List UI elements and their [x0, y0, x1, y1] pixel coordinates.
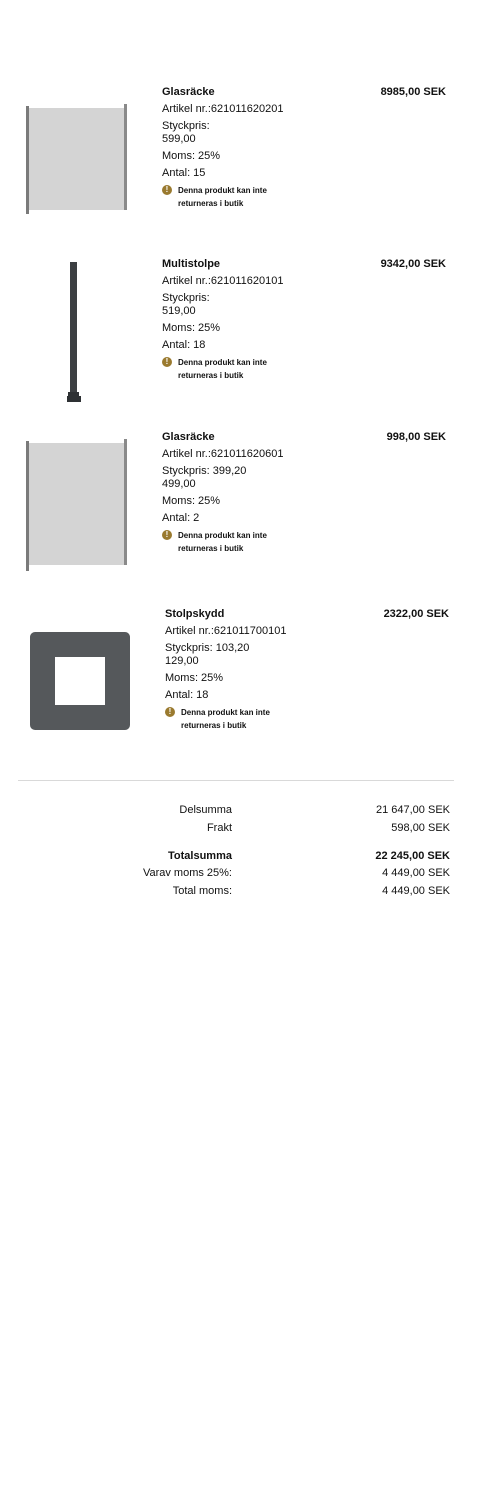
return-notice: ! Denna produkt kan inte returneras i butik: [162, 529, 282, 555]
vat25-label: Varav moms 25%:: [142, 867, 232, 879]
unit-price: Styckpris: 599,00: [162, 120, 210, 145]
shipping-value: 598,00 SEK: [391, 822, 450, 834]
info-icon: !: [162, 185, 172, 195]
total-label: Totalsumma: [168, 850, 232, 862]
article-number: Artikel nr.:621011700101: [165, 625, 287, 637]
item-total: 8985,00 SEK: [380, 86, 446, 98]
quantity: Antal: 18: [162, 339, 206, 351]
vat25-row: [0, 867, 494, 881]
article-number: Artikel nr.:621011620101: [162, 275, 284, 287]
unit-price: Styckpris: 103,20 129,00: [165, 642, 250, 667]
post-cover-image: [28, 630, 132, 732]
vat-rate: Moms: 25%: [165, 672, 224, 684]
return-notice: ! Denna produkt kan inte returneras i butik: [162, 356, 282, 382]
shipping-label: Frakt: [206, 822, 232, 834]
item-name: Glasräcke: [162, 431, 215, 443]
summary-divider: [18, 780, 454, 781]
article-number: Artikel nr.:621011620201: [162, 103, 284, 115]
vat-rate: Moms: 25%: [162, 322, 221, 334]
item-total: 998,00 SEK: [386, 431, 446, 443]
item-total: 2322,00 SEK: [383, 608, 449, 620]
subtotal-row: [0, 804, 494, 818]
total-vat-value: 4 449,00 SEK: [382, 885, 450, 897]
unit-price: Styckpris: 519,00: [162, 292, 210, 317]
info-icon: !: [162, 357, 172, 367]
vat25-value: 4 449,00 SEK: [382, 867, 450, 879]
article-number: Artikel nr.:621011620601: [162, 448, 284, 460]
total-row: [0, 850, 494, 864]
return-notice: ! Denna produkt kan inte returneras i butik: [165, 706, 285, 732]
glass-railing-image: [24, 102, 130, 218]
return-notice: ! Denna produkt kan inte returneras i butik: [162, 184, 282, 210]
shipping-row: [0, 822, 494, 836]
item-name: Stolpskydd: [165, 608, 225, 620]
total-value: 22 245,00 SEK: [375, 850, 450, 862]
item-name: Glasräcke: [162, 86, 215, 98]
post-image: [62, 260, 86, 406]
subtotal-value: 21 647,00 SEK: [375, 804, 450, 816]
quantity: Antal: 15: [162, 167, 206, 179]
glass-railing-image: [24, 437, 130, 573]
info-icon: !: [162, 530, 172, 540]
vat-rate: Moms: 25%: [162, 495, 221, 507]
info-icon: !: [165, 707, 175, 717]
total-vat-label: Total moms:: [172, 885, 232, 897]
item-name: Multistolpe: [162, 258, 221, 270]
vat-rate: Moms: 25%: [162, 150, 221, 162]
quantity: Antal: 18: [165, 689, 209, 701]
quantity: Antal: 2: [162, 512, 200, 524]
total-vat-row: [0, 885, 494, 899]
subtotal-label: Delsumma: [179, 804, 232, 816]
item-total: 9342,00 SEK: [380, 258, 446, 270]
unit-price: Styckpris: 399,20 499,00: [162, 465, 247, 490]
